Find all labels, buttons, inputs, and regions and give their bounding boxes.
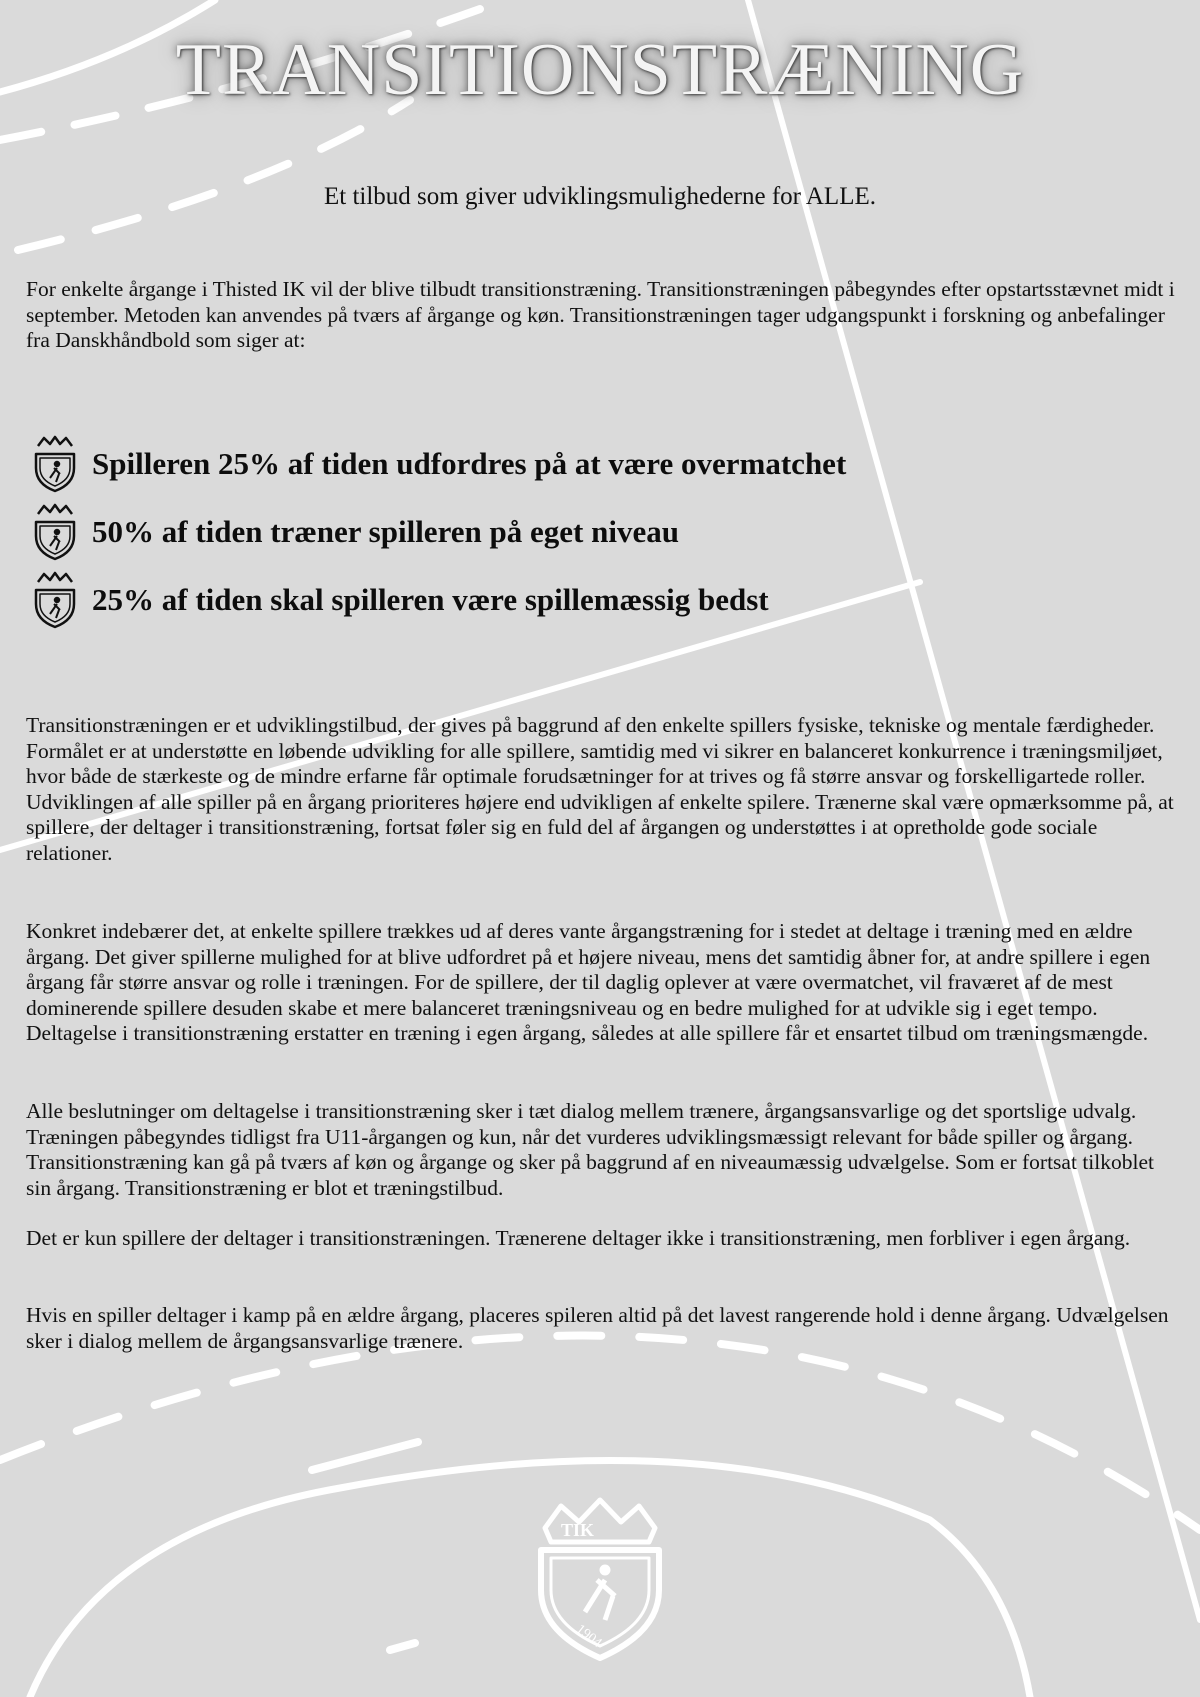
club-crest-icon: [30, 570, 80, 630]
body-paragraph-5: Hvis en spiller deltager i kamp på en ældre årgang, placeres spileren altid på det lavest rangerende hold i denne årgang. Udvælgelsen sker i dialog mellem de årgangsansvarlige trænere.: [26, 1303, 1169, 1353]
body-paragraph-2: Konkret indebærer det, at enkelte spillere trækkes ud af deres vante årgangstræning for i stedet at deltage i træning med en ældre årgang. Det giver spillerne mulighed for at blive udfordret på et højere niveau, mens det samtidig åbner for, at andre spillere i egen årgang får større ansvar og rolle i træningen. For de spillere, der til daglig oplever at være overmatchet, vil fraværet af de mest dominerende spillere desuden skabe et mere balanceret træningsniveau og en bedre mulighed for at udvikle sig i eget tempo. Deltagelse i transitionstræning erstatter en træning i egen årgang, således at alle spillere får et ensartet tilbud om træningsmængde.: [26, 919, 1151, 1045]
page-subtitle: Et tilbud som giver udviklingsmulighederne for ALLE.: [323, 183, 876, 210]
list-item-text: 50% af tiden træner spilleren på eget niveau: [92, 514, 679, 549]
list-item: [30, 570, 769, 630]
logo-year: 1904: [572, 1621, 605, 1651]
club-crest-icon: [30, 502, 80, 562]
list-item-text: 25% af tiden skal spilleren være spillemæssig bedst: [92, 582, 769, 617]
list-item: [30, 434, 846, 494]
club-crest-logo: [535, 1492, 665, 1662]
intro-paragraph: For enkelte årgange i Thisted IK vil der blive tilbudt transitionstræning. Transitionstræningen påbegyndes efter opstartsstævnet midt i september. Metoden kan anvendes på tværs af årgange og køn. Transitionstræningen tager udgangspunkt i forskning og anbefalinger fra Danskhåndbold som siger at:: [26, 277, 1175, 352]
list-item-text: Spilleren 25% af tiden udfordres på at være overmatchet: [92, 446, 847, 481]
body-paragraph-1: Transitionstræningen er et udviklingstilbud, der gives på baggrund af den enkelte spillers fysiske, tekniske og mentale færdigheder. Formålet er at understøtte en løbende udvikling for alle spillere, samtidig med vi sikrer en balanceret konkurrence i træningsmiljøet, hvor både de stærkeste og de mindre erfarne får optimale forudsætninger for at trives og få større ansvar og forskelligartede roller. Udviklingen af alle spiller på en årgang prioriteres højere end udvikligen af enkelte spilere. Trænerne skal være opmærksomme på, at spillere, der deltager i transitionstræning, fortsat føler sig en fuld del af årgangen og understøttes i at opretholde gode sociale relationer.: [26, 713, 1174, 865]
page-title: TRANSITIONSTRÆNING: [175, 29, 1025, 111]
logo-letters: TIK: [561, 1520, 595, 1540]
body-paragraph-3: Alle beslutninger om deltagelse i transitionstræning sker i tæt dialog mellem trænere, årgangsansvarlige og det sportslige udvalg. Træningen påbegyndes tidligst fra U11-årgangen og kun, når det vurderes udviklingsmæssigt relevant for både spiller og årgang. Transitionstræning kan gå på tværs af køn og årgange og sker på baggrund af en niveaumæssig udvælgelse. Som er fortsat tilkoblet sin årgang. Transitionstræning er blot et træningstilbud.: [26, 1099, 1154, 1200]
list-item: [30, 502, 679, 562]
body-paragraph-4: Det er kun spillere der deltager i transitionstræningen. Trænerene deltager ikke i transitionstræning, men forbliver i egen årgang.: [26, 1226, 1131, 1250]
club-crest-icon: [30, 434, 80, 494]
